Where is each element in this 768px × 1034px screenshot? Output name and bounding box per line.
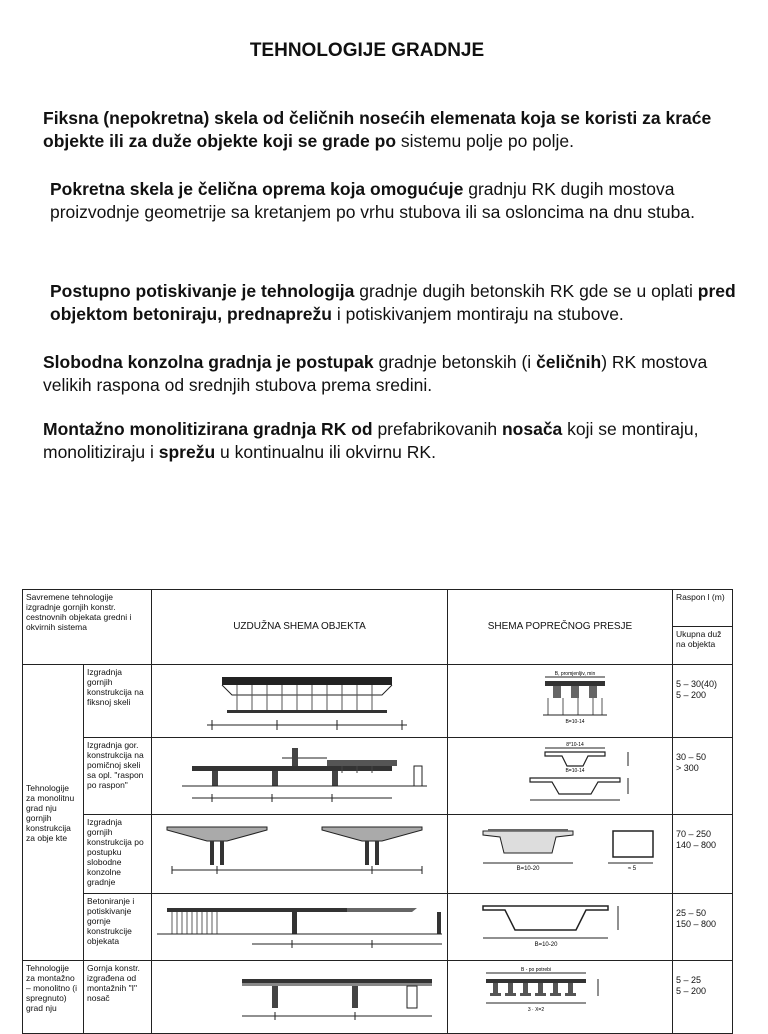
paragraph-cantilever bbox=[43, 351, 743, 397]
page-title: TEHNOLOGIJE GRADNJE bbox=[249, 40, 485, 61]
paragraph-text: gradnje dugih betonskih RK gde se u oplati bbox=[354, 281, 698, 301]
longitudinal-diagram bbox=[152, 894, 448, 961]
paragraph-text: ) RK mostova velikih raspona od srednjih stubova prema sredini. bbox=[43, 352, 708, 395]
paragraph-precast bbox=[43, 418, 743, 464]
longitudinal-diagram bbox=[152, 738, 448, 815]
total-length-header: Ukupna duž na objekta bbox=[673, 627, 733, 665]
table-row bbox=[23, 738, 733, 815]
cross-section-header: SHEMA POPREČNOG PRESJE bbox=[448, 590, 673, 665]
total-length-value: 5 – 200 bbox=[676, 690, 707, 700]
cross-section-label: B=10-20 bbox=[534, 942, 558, 948]
method-cell: Gornja konstr. izgrađena od montažnih "I" nosač bbox=[84, 961, 152, 1034]
span-value: 70 – 250 bbox=[676, 829, 712, 839]
semi-bold-phrase: čeličnih bbox=[536, 352, 602, 372]
cross-section-diagram bbox=[448, 738, 673, 815]
span-value: 5 – 30(40) bbox=[676, 679, 718, 689]
cross-section-label: ≈ 5 bbox=[627, 866, 637, 872]
cross-section-label: B=10-14 bbox=[565, 768, 585, 774]
span-values bbox=[673, 894, 733, 961]
longitudinal-diagram bbox=[152, 815, 448, 894]
bold-phrase: Fiksna (nepokretna) skela od čeličnih bbox=[43, 108, 355, 128]
group-label-monolithic: Tehnologije za monolitnu grad nju gornjih konstrukcija za obje kte bbox=[23, 665, 84, 961]
semi-bold-phrase: nosača bbox=[501, 419, 563, 439]
table-row bbox=[23, 894, 733, 961]
method-cell: Izgradnja gornjih konstrukcija na fiksnoj skeli bbox=[84, 665, 152, 738]
total-length-value: 150 – 800 bbox=[676, 919, 717, 929]
method-cell: Betoniranje i potiskivanje gornje konstrukcije objekata bbox=[84, 894, 152, 961]
table-corner-header: Savremene tehnologije izgradnje gornjih konstr. cestnovnih objekata gredni i okvirnih sistema bbox=[23, 590, 152, 665]
cross-section-label: 3 · X=2 bbox=[527, 1007, 545, 1013]
paragraph-text: i potiskivanjem montiraju na stubove. bbox=[331, 304, 624, 324]
paragraph-text: u kontinualnu ili okvirnu RK. bbox=[215, 442, 436, 462]
semi-bold-phrase: omogućuje bbox=[365, 179, 464, 199]
total-length-value: 5 – 200 bbox=[676, 986, 707, 996]
table-row bbox=[23, 665, 733, 738]
cross-section-label: B, promjenljiv, min bbox=[554, 671, 596, 677]
total-length-value: > 300 bbox=[676, 763, 699, 773]
semi-bold-phrase: nosećih elemenata koja se koristi za kraće objekte ili za duže objekte koji se grade po bbox=[43, 108, 712, 151]
span-values bbox=[673, 738, 733, 815]
longitudinal-diagram bbox=[152, 961, 448, 1034]
cross-section-label: B=10-20 bbox=[516, 866, 540, 872]
total-length-value: 140 – 800 bbox=[676, 840, 717, 850]
span-value: 30 – 50 bbox=[676, 752, 707, 762]
method-cell: Izgradnja gornjih konstrukcija po postupku slobodne konzolne gradnje bbox=[84, 815, 152, 894]
span-value: 25 – 50 bbox=[676, 908, 707, 918]
span-values bbox=[673, 665, 733, 738]
cross-section-diagram bbox=[448, 894, 673, 961]
bold-phrase: Montažno monolitizirana gradnja RK od bbox=[43, 419, 373, 439]
bold-phrase: Postupno potiskivanje je tehnologija bbox=[50, 281, 355, 301]
semi-bold-phrase: pred objektom betoniraju, prednaprežu bbox=[50, 281, 736, 324]
cross-section-diagram bbox=[448, 961, 673, 1034]
paragraph-text: sistemu polje po polje. bbox=[396, 131, 575, 151]
group-label-precast: Tehnologije za montažno – monolitno (i spregnuto) grad nju bbox=[23, 961, 84, 1034]
cross-section-diagram bbox=[448, 665, 673, 738]
span-values bbox=[673, 961, 733, 1034]
paragraph-text: gradnju RK dugih mostova proizvodnje geometrije sa kretanjem po vrhu stubova ili sa osloncima na dnu stuba. bbox=[50, 179, 695, 222]
cross-section-label: 8*10-14 bbox=[566, 742, 584, 748]
paragraph-text: koji se montiraju, monolitiziraju i bbox=[43, 419, 699, 462]
cross-section-label: B - po potrebi bbox=[520, 967, 552, 973]
table-row bbox=[23, 961, 733, 1034]
span-header: Raspon l (m) bbox=[673, 590, 733, 627]
method-cell: Izgradnja gor. konstrukcija na pomičnoj skeli sa opl. "raspon po raspon" bbox=[84, 738, 152, 815]
span-value: 5 – 25 bbox=[676, 975, 702, 985]
paragraph-fixed-scaffold bbox=[43, 107, 743, 153]
longitudinal-diagram bbox=[152, 665, 448, 738]
bold-phrase: Slobodna konzolna gradnja je postupak bbox=[43, 352, 374, 372]
semi-bold-phrase: sprežu bbox=[158, 442, 216, 462]
longitudinal-scheme-header: UZDUŽNA SHEMA OBJEKTA bbox=[152, 590, 448, 665]
paragraph-text: prefabrikovanih bbox=[372, 419, 502, 439]
technology-table bbox=[22, 589, 733, 1034]
cross-section-diagram bbox=[448, 815, 673, 894]
cross-section-label: B=10-14 bbox=[565, 719, 585, 725]
paragraph-movable-scaffold bbox=[50, 178, 755, 224]
table-row bbox=[23, 815, 733, 894]
paragraph-incremental-launching bbox=[50, 280, 762, 326]
paragraph-text: gradnje betonskih (i bbox=[373, 352, 537, 372]
span-values bbox=[673, 815, 733, 894]
bold-phrase: Pokretna skela je čelična oprema koja bbox=[50, 179, 366, 199]
